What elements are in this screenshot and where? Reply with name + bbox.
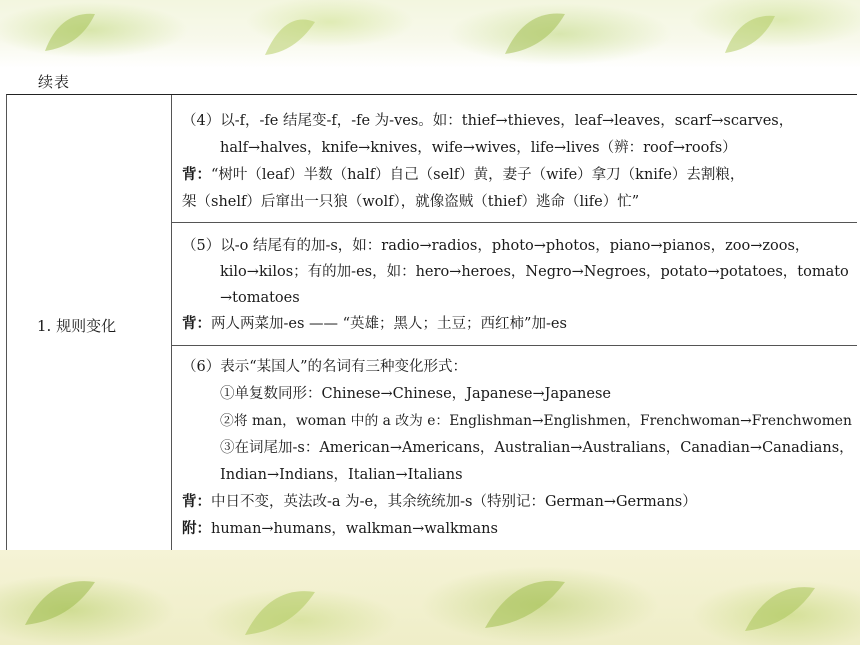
mnemonic-line — [182, 493, 697, 511]
top-leaf-banner — [0, 0, 860, 68]
bottom-leaf-banner — [0, 550, 860, 645]
rule-text-line: （4）以-f，-fe 结尾变-f，-fe 为-ves。如：thief→thieves，leaf→leaves，scarf→scarves， — [182, 113, 794, 129]
leaf-decoration — [480, 568, 570, 633]
leaf-decoration — [740, 576, 820, 636]
rule-text-line: （5）以-o 结尾有的加-s，如：radio→radios，photo→photos，piano→pianos，zoo→zoos， — [182, 238, 810, 254]
rule-text-line: ②将 man，woman 中的 a 改为 e：Englishman→Englishmen，Frenchwoman→Frenchwomen — [220, 413, 852, 429]
leaf-decoration — [20, 570, 100, 630]
mnemonic-line — [182, 315, 567, 333]
appendix-label: 附： — [182, 521, 211, 537]
appendix-line — [182, 520, 498, 538]
rule-text-line: kilo→kilos；有的加-es，如：hero→heroes，Negro→Negroes，potato→potatoes，tomato — [220, 264, 849, 280]
rule-text-line: （6）表示“某国人”的名词有三种变化形式： — [182, 359, 468, 375]
rule-text-line: Indian→Indians，Italian→Italians — [220, 467, 463, 483]
mnemonic-label: 背： — [182, 316, 211, 332]
category-cell — [7, 95, 172, 551]
mnemonic-text: 两人两菜加-es —— “英雄；黑人；土豆；西红柿”加-es — [211, 316, 567, 332]
mnemonic-line — [182, 166, 744, 184]
grammar-table — [6, 94, 857, 551]
rule-text-line: →tomatoes — [220, 290, 300, 306]
leaf-decoration — [720, 8, 780, 58]
category-label: 1. 规则变化 — [37, 317, 117, 335]
table-caption: 续表 — [38, 73, 71, 91]
rule-text-line: ③在词尾加-s：American→Americans，Australian→Australians，Canadian→Canadians， — [220, 440, 854, 456]
rule-text-line: half→halves，knife→knives，wife→wives，life→lives（辨：roof→roofs） — [220, 140, 737, 156]
mnemonic-label: 背： — [182, 167, 211, 183]
rule-row-o — [172, 223, 857, 346]
appendix-text: human→humans，walkman→walkmans — [211, 521, 498, 537]
rule-row-nationality — [172, 346, 857, 551]
leaf-decoration — [240, 580, 320, 640]
mnemonic-label: 背： — [182, 494, 211, 510]
mnemonic-text: 架（shelf）后窜出一只狼（wolf），就像盗贼（thief）逃命（life）忙” — [182, 194, 640, 210]
mnemonic-text: “树叶（leaf）半数（half）自己（self）黄，妻子（wife）拿刀（knife）去割粮， — [211, 167, 745, 183]
mnemonic-text: 中日不变，英法改-a 为-e，其余统统加-s（特别记：German→Germans） — [211, 494, 697, 510]
rule-text-line: ①单复数同形：Chinese→Chinese，Japanese→Japanese — [220, 386, 611, 402]
leaf-decoration — [40, 6, 100, 56]
leaf-decoration — [500, 4, 570, 59]
leaf-decoration — [260, 10, 320, 60]
rule-row-f-fe — [172, 95, 857, 223]
